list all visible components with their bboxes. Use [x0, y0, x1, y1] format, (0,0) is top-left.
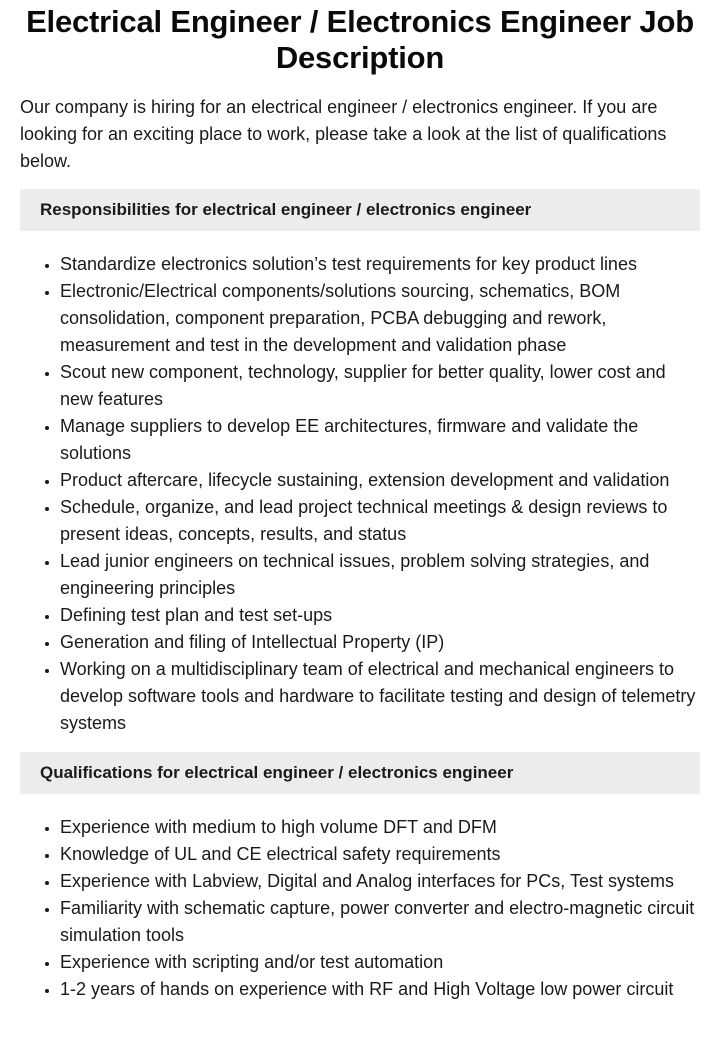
list-item: • Schedule, organize, and lead project technical meetings & design reviews to present ideas, concepts, results, and status — [60, 494, 700, 548]
list-item: • Working on a multidisciplinary team of electrical and mechanical engineers to develop software tools and hardware to facilitate testing and design of telemetry systems — [60, 656, 700, 737]
list-item: • Knowledge of UL and CE electrical safety requirements — [60, 841, 700, 868]
qualifications-heading: Qualifications for electrical engineer / electronics engineer — [20, 752, 700, 794]
qualifications-list — [20, 814, 700, 1003]
list-item: • Scout new component, technology, supplier for better quality, lower cost and new features — [60, 359, 700, 413]
list-item: • Experience with scripting and/or test automation — [60, 949, 700, 976]
responsibilities-list — [20, 251, 700, 737]
list-item: • Familiarity with schematic capture, power converter and electro-magnetic circuit simulation tools — [60, 895, 700, 949]
list-item: • Experience with medium to high volume DFT and DFM — [60, 814, 700, 841]
list-item: • Generation and filing of Intellectual Property (IP) — [60, 629, 700, 656]
list-item: • Defining test plan and test set-ups — [60, 602, 700, 629]
list-item: • Manage suppliers to develop EE architectures, firmware and validate the solutions — [60, 413, 700, 467]
page-title: Electrical Engineer / Electronics Engineer Job Description — [26, 4, 694, 75]
list-item: • 1-2 years of hands on experience with RF and High Voltage low power circuit — [60, 976, 700, 1003]
list-item: • Experience with Labview, Digital and Analog interfaces for PCs, Test systems — [60, 868, 700, 895]
list-item: • Product aftercare, lifecycle sustaining, extension development and validation — [60, 467, 700, 494]
responsibilities-heading: Responsibilities for electrical engineer / electronics engineer — [20, 189, 700, 231]
intro-paragraph: Our company is hiring for an electrical engineer / electronics engineer. If you are looking for an exciting place to work, please take a look at the list of qualifications below. — [20, 97, 667, 171]
list-item: • Standardize electronics solution’s test requirements for key product lines — [60, 251, 700, 278]
list-item: • Lead junior engineers on technical issues, problem solving strategies, and engineering principles — [60, 548, 700, 602]
list-item: • Electronic/Electrical components/solutions sourcing, schematics, BOM consolidation, component preparation, PCBA debugging and rework, measurement and test in the development and validation phase — [60, 278, 700, 359]
